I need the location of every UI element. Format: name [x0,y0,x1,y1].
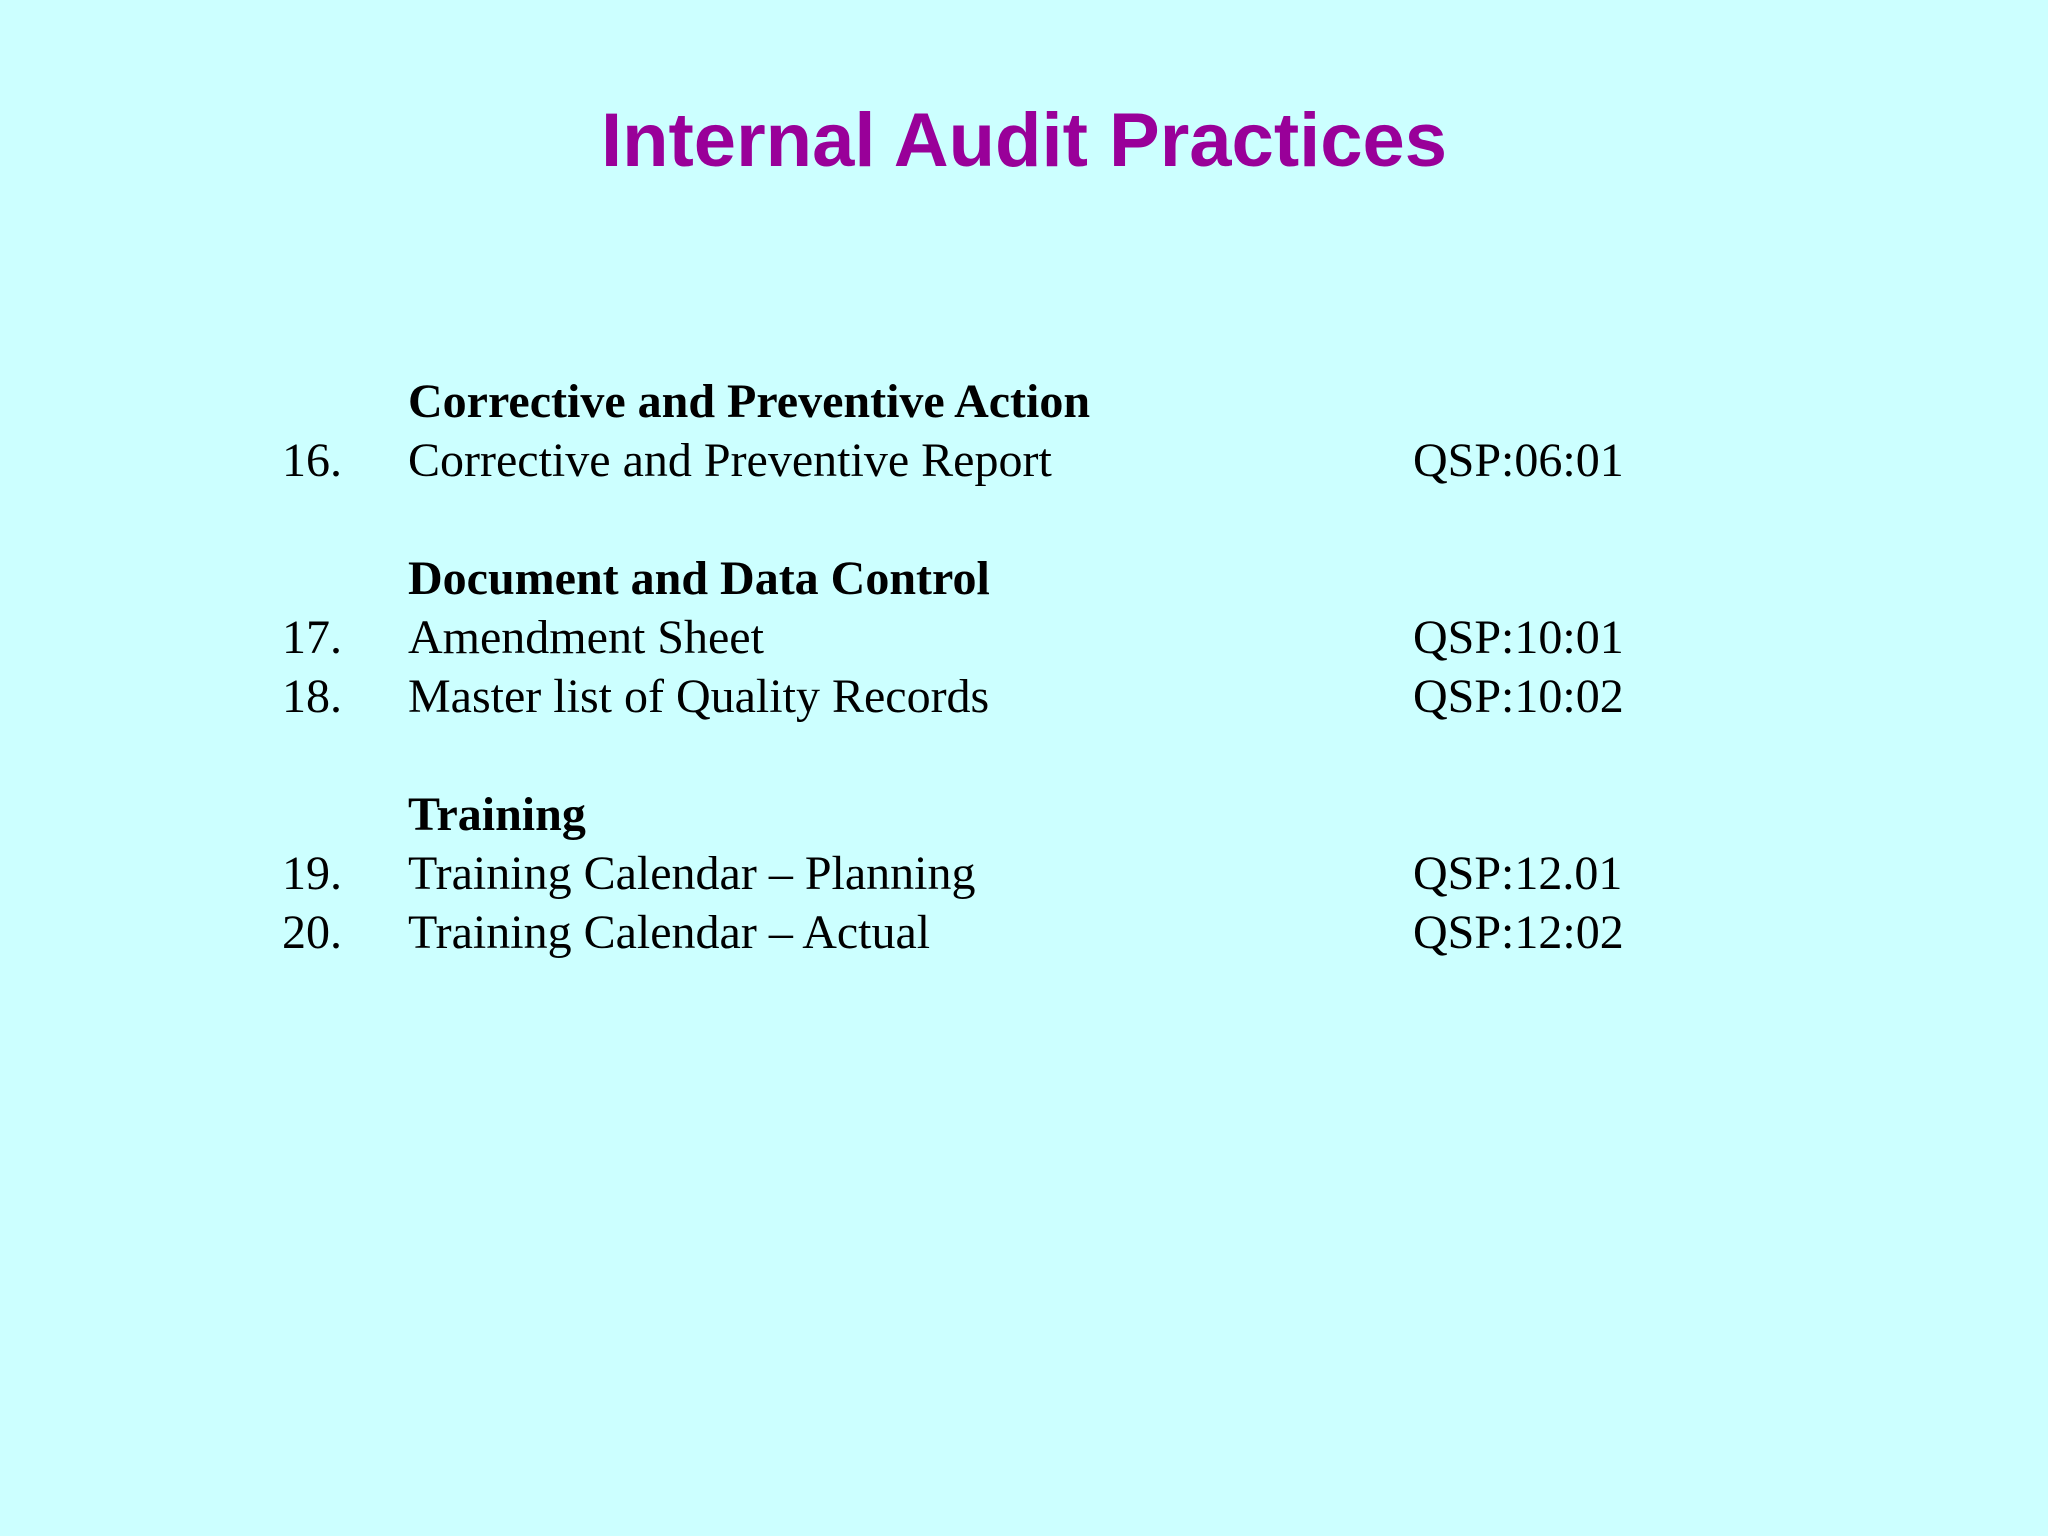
item-label: Amendment Sheet [408,611,764,664]
item-label: Training Calendar – Actual [408,906,931,959]
list-item [0,667,2048,726]
item-number: 19. [282,847,342,900]
item-number: 17. [282,611,342,664]
list-item [0,431,2048,490]
section-heading [0,549,2048,608]
section-heading-text: Corrective and Preventive Action [408,375,1091,428]
document-list [0,372,2048,962]
item-label: Corrective and Preventive Report [408,434,1052,487]
slide-title: Internal Audit Practices [600,98,1448,183]
item-number: 16. [282,434,342,487]
spacer [0,726,2048,785]
list-item [0,903,2048,962]
item-code: QSP:06:01 [1413,434,1624,487]
item-number: 20. [282,906,342,959]
item-code: QSP:10:02 [1413,670,1624,723]
list-item [0,608,2048,667]
item-label: Master list of Quality Records [408,670,990,723]
item-number: 18. [282,670,342,723]
section-heading-text: Training [408,788,586,841]
section-heading [0,785,2048,844]
list-item [0,844,2048,903]
section-heading-text: Document and Data Control [408,552,990,605]
item-code: QSP:12:02 [1413,906,1624,959]
item-code: QSP:10:01 [1413,611,1624,664]
section-heading [0,372,2048,431]
item-code: QSP:12.01 [1413,847,1623,900]
spacer [0,490,2048,549]
item-label: Training Calendar – Planning [408,847,976,900]
